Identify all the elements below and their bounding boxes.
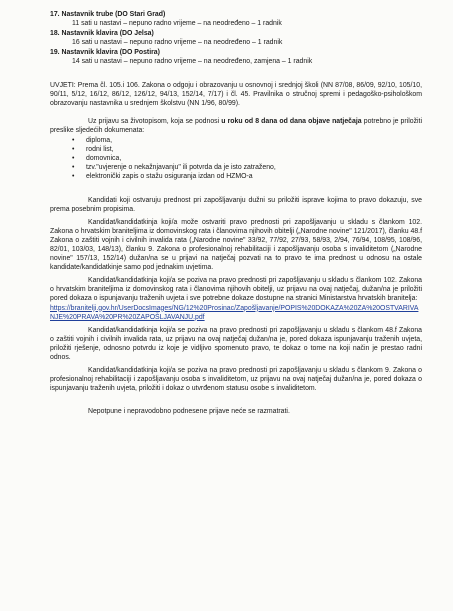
position-heading: 18. Nastavnik klavira (DO Jelsa)	[50, 30, 154, 38]
document-item: • elektronički zapis o stažu osiguranja izdan od HZMO-a	[72, 172, 422, 181]
position-heading: 17. Nastavnik trube (DO Stari Grad)	[50, 11, 166, 18]
conditions-paragraph: UVJETI: Prema čl. 105.i 106. Zakona o odgoju i obrazovanju u osnovnoj i srednjoj školi (NN 87/08, 86/09, 92/10, 105/10, 90/11, 5/12, 16/12, 86/12, 126/12, 94/13, 152/14, 7/17) i čl. 45. Pravilnika o stručnoj spremi i pedagoško-psihološkom obrazovanju nastavnika u srednjem školstvu (NN 1/96, 80/99).	[50, 81, 422, 107]
ministry-link-paragraph	[50, 304, 422, 322]
document-item: • domovnica,	[72, 154, 422, 163]
required-documents-list	[50, 136, 422, 181]
application-text-after: potrebno je priložiti preslike sljedećih dokumenata:	[50, 117, 423, 134]
ministry-evidence-link[interactable]: https://branitelji.gov.hr/UserDocsImages/NG/12%20Prosinac/Zapošljavanje/POPIS%20DOKAZA%20ZA%20OSTVARIVANJE%20PRAVA%20PR%20ZAPOŠLJAVANJU.pdf	[50, 304, 419, 321]
position-detail: 11 sati u nastavi – nepuno radno vrijeme – na neodređeno – 1 radnik	[72, 20, 282, 28]
priority-general-paragraph: Kandidati koji ostvaruju prednost pri zapošljavanju dužni su priložiti isprave kojima to pravo dokazuju, sve prema posebnim propisima.	[50, 196, 422, 213]
document-item: • rodni list,	[72, 145, 422, 154]
application-text-before: Uz prijavu sa životopisom, koja se podnosi	[88, 117, 222, 125]
closing-note: Nepotpune i nepravodobno podnesene prijave neće se razmatrati.	[88, 408, 290, 416]
position-list	[50, 10, 422, 67]
position-detail: 14 sati u nastavi – nepuno radno vrijeme – na neodređeno, zamjena – 1 radnik	[72, 58, 313, 66]
document-body	[50, 10, 422, 416]
priority-veterans-evidence-paragraph: Kandidat/kandidatkinja koji/a se poziva na pravo prednosti pri zapošljavanju u skladu s člankom 102. Zakona o hrvatskim braniteljima iz domovinskog rata i članovima njihovih obitelji, uz prijavu na ovaj natječaj, dužan/na je priložiti pored dokaza o ispunjavanju traženih uvjeta i sve potrebne dokaze dostupne na stranici Ministarstva hrvatskih branitelja:	[50, 277, 422, 303]
position-heading: 19. Nastavnik klavira (DO Postira)	[50, 49, 160, 57]
position-detail: 16 sati u nastavi – nepuno radno vrijeme – na neodređeno – 1 radnik	[72, 39, 283, 47]
document-item: • diploma,	[72, 136, 422, 145]
application-deadline: u roku od 8 dana od dana objave natječaja	[221, 117, 362, 125]
application-paragraph	[50, 117, 422, 135]
priority-veterans-paragraph: Kandidat/kandidatkinja koji/a može ostvariti pravo prednosti pri zapošljavanju u skladu s člankom 102. Zakona o hrvatskim braniteljima iz domovinskog rata i članovima njihovih obitelji („Narodne novine" 121/2017), članku 48.f Zakona o zaštiti vojnih i civilnih invalida rata („Narodne novine" 33/92, 77/92, 27/93, 58/93, 2/94, 76/94, 108/95, 108/96, 82/01, 103/03, 148/13), članku 9. Zakona o profesionalnoj rehabilitaciji i zapošljavanju osoba s invaliditetom („Narodne novine" 157/13, 152/14) dužan/na se u prijavi na natječaj pozvati na to pravo te ima prednost u odnosu na ostale kandidate/kandidatkinje samo pod jednakim uvjetima.	[50, 218, 422, 272]
priority-disability-paragraph: Kandidat/kandidatkinja koji/a se poziva na pravo prednosti pri zapošljavanju u skladu s člankom 9. Zakona o profesionalnoj rehabilitaciji i zapošljavanju osoba s invaliditetom, uz prijavu na ovaj natječaj dužan/na je, pored dokaza o ispunjavanju traženih uvjeta, priložiti i dokaz o utvrđenom statusu osobe s invaliditetom.	[50, 367, 422, 393]
priority-civil-paragraph: Kandidat/kandidatkinja koji/a se poziva na pravo prednosti pri zapošljavanju u skladu s člankom 48.f Zakona o zaštiti vojnih i civilnih invalida rata, uz prijavu na ovaj natječaj dužan/na je, pored dokaza ispunjavanju traženih uvjeta, priložiti rješenje, odnosno potvrdu iz koje je vidljivo spomenuto pravo, te dokaz o tome na koji način je prestao radni odnos.	[50, 326, 422, 361]
document-item: • tzv."uvjerenje o nekažnjavanju" ili potvrda da je isto zatraženo,	[72, 163, 422, 172]
